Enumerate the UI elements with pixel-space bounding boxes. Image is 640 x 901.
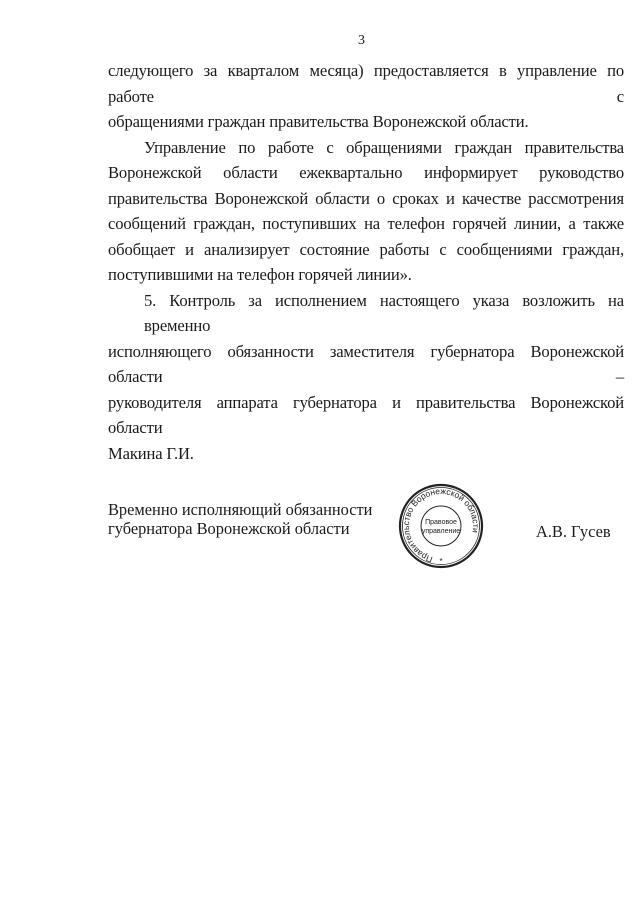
official-stamp [398, 482, 484, 570]
body-line: руководителя аппарата губернатора и правительства Воронежской области [108, 392, 624, 437]
signatory-name: А.В. Гусев [536, 522, 611, 541]
body-line: Управление по работе с обращениями граждан правительства [144, 137, 624, 157]
body-line: сообщений граждан, поступивших на телефон горячей линии, а также [108, 214, 624, 233]
body-line: обращениями граждан правительства Воронежской области. [108, 112, 529, 131]
signatory-position-line1: Временно исполняющий обязанности [108, 500, 373, 519]
document-body [108, 58, 624, 570]
page-number: 3 [358, 33, 365, 48]
body-line: следующего за кварталом месяца) предоставляется в управление по работе с [108, 61, 624, 106]
signature-block [108, 485, 624, 570]
body-line: поступившими на телефон горячей линии». [108, 265, 412, 284]
stamp-outer-text: Правительство Воронежской области [400, 485, 482, 565]
body-line: правительства Воронежской области о сроках и качестве рассмотрения [108, 188, 624, 208]
stamp-inner-line2: управление [421, 528, 461, 535]
stamp-inner-line1: Правовое [425, 519, 457, 526]
signatory-position-line2: губернатора Воронежской области [108, 519, 350, 538]
stamp-star: * [439, 557, 443, 566]
body-line: исполняющего обязанности заместителя губернатора Воронежской области – [108, 341, 624, 386]
body-line: обобщает и анализирует состояние работы с сообщениями граждан, [108, 239, 624, 259]
body-line: Макина Г.И. [108, 443, 194, 463]
body-line: Воронежской области ежеквартально информирует руководство [108, 163, 624, 182]
body-line: 5. Контроль за исполнением настоящего указа возложить на временно [144, 290, 624, 335]
